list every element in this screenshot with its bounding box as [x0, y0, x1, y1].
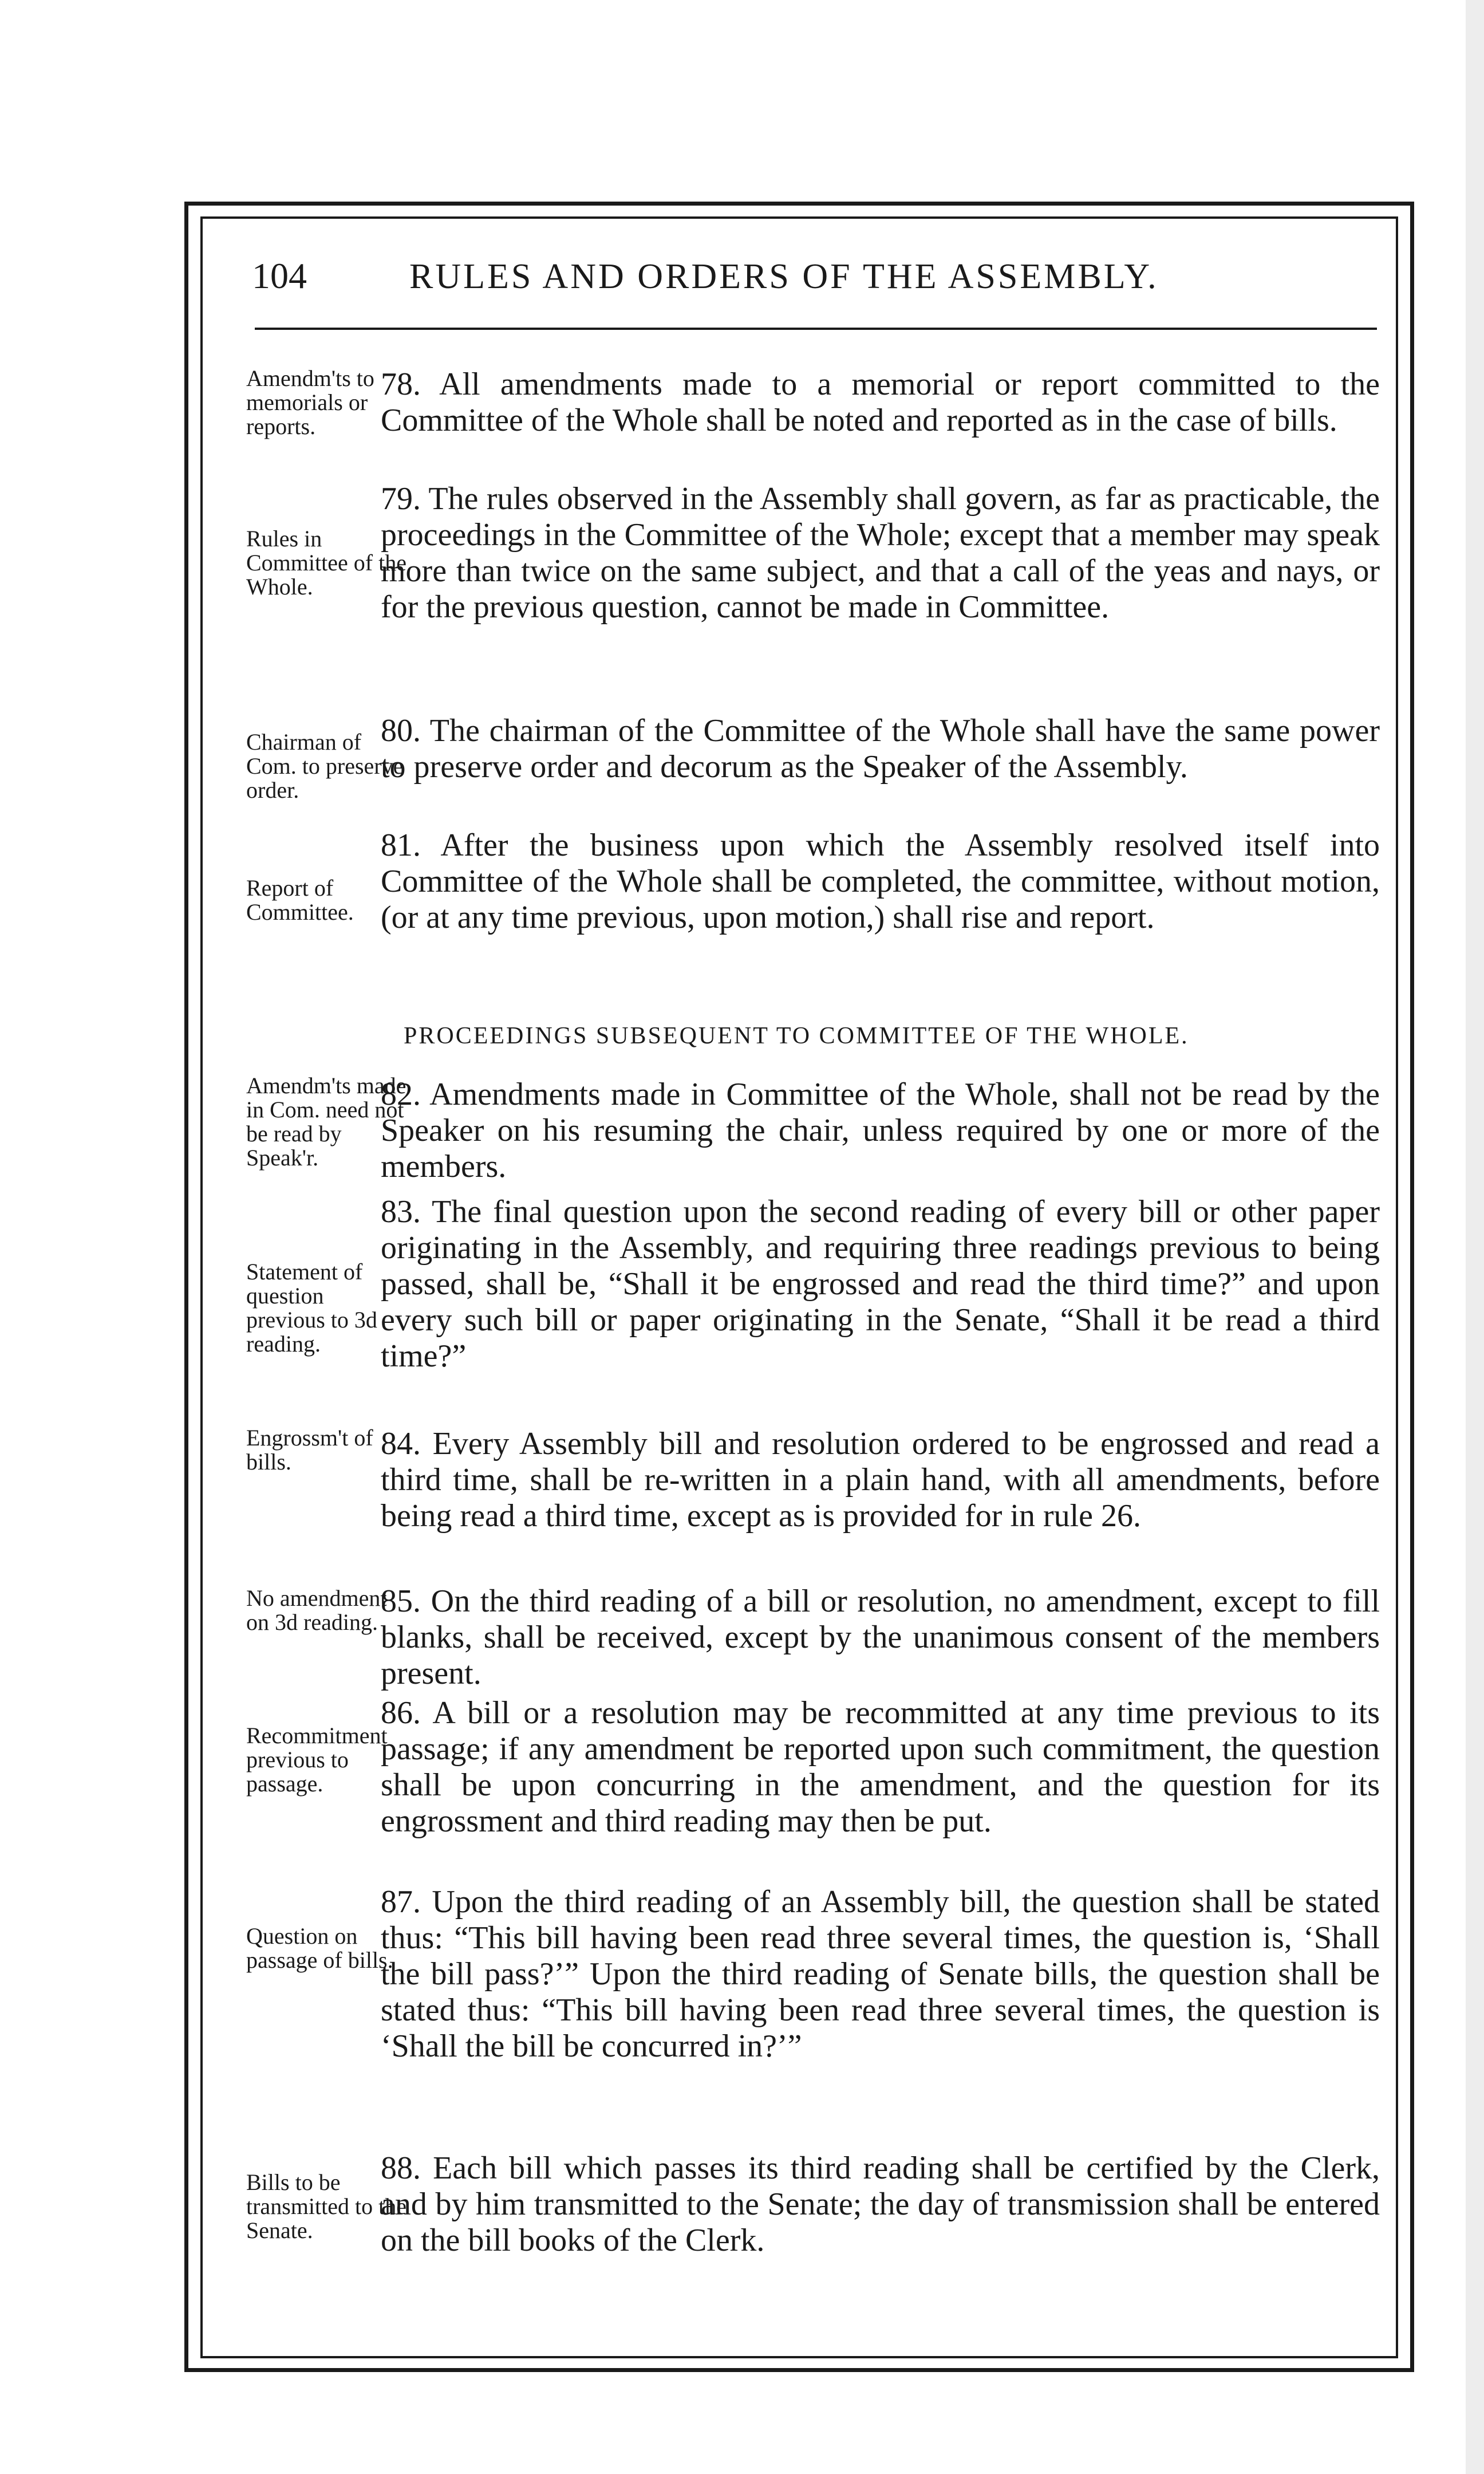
rule-85: 85. On the third reading of a bill or resolution, no amendment, except to fill blanks, shall be received, except by the unanimous consent of the members present.: [381, 1583, 1380, 1691]
rule-79: 79. The rules observed in the Assembly shall govern, as far as practicable, the proceedings in the Committee of the Whole; except that a member may speak more than twice on the same subject, and that a call of the yeas and nays, or for the previous question, cannot be made in Committee.: [381, 481, 1380, 625]
side-note-85: No amendment on 3d reading.: [246, 1585, 387, 1635]
side-note-78: Amendm'ts to memorials or reports.: [246, 365, 374, 439]
rule-87: 87. Upon the third reading of an Assembly bill, the question shall be stated thus: “This bill having been read three several times, the question is, ‘Shall the bill pass?’” Upon the third reading of Senate bills, the question shall be stated thus: “This bill having been read three several times, the question is ‘Shall the bill be concurred in?’”: [381, 1884, 1380, 2064]
rule-80: 80. The chairman of the Committee of the Whole shall have the same power to preserve order and decorum as the Speaker of the Assembly.: [381, 713, 1380, 785]
side-note-81: Report of Committee.: [246, 875, 354, 925]
side-note-88: Bills to be transmitted to the Senate.: [246, 2169, 406, 2243]
side-note-79: Rules in Committee of the Whole.: [246, 526, 406, 600]
rule-86: 86. A bill or a resolution may be recommitted at any time previous to its passage; if any amendment be reported upon such commitment, the question shall be upon concurring in the amendment, and the question for its engrossment and third reading may then be put.: [381, 1695, 1380, 1839]
running-title: RULES AND ORDERS OF THE ASSEMBLY.: [409, 257, 1159, 296]
page-number: 104: [252, 255, 307, 296]
side-note-83: Statement of question previous to 3d reading.: [246, 1259, 377, 1357]
rule-78: 78. All amendments made to a memorial or report committed to the Committee of the Whole shall be noted and reported as in the case of bills.: [381, 367, 1380, 438]
rule-83: 83. The final question upon the second reading of every bill or other paper originating in the Assembly, and requiring three readings previous to being passed, shall be, “Shall it be engrossed and read the third time?” and upon every such bill or paper originating in the Senate, “Shall it be read a third time?”: [381, 1194, 1380, 1374]
side-note-80: Chairman of Com. to preserve order.: [246, 729, 404, 803]
header-rule: [255, 328, 1377, 330]
side-note-87: Question on passage of bills.: [246, 1923, 393, 1973]
section-heading: PROCEEDINGS SUBSEQUENT TO COMMITTEE OF THE WHOLE.: [404, 1023, 1189, 1049]
side-note-84: Engrossm't of bills.: [246, 1425, 373, 1475]
side-note-86: Recommitment previous to passage.: [246, 1723, 388, 1797]
rule-84: 84. Every Assembly bill and resolution ordered to be engrossed and read a third time, shall be re-written in a plain hand, with all amendments, before being read a third time, except as is provided for in rule 26.: [381, 1426, 1380, 1534]
rule-88: 88. Each bill which passes its third reading shall be certified by the Clerk, and by him transmitted to the Senate; the day of transmission shall be entered on the bill books of the Clerk.: [381, 2150, 1380, 2258]
rule-82: 82. Amendments made in Committee of the Whole, shall not be read by the Speaker on his resuming the chair, unless required by one or more of the members.: [381, 1077, 1380, 1184]
rule-81: 81. After the business upon which the Assembly resolved itself into Committee of the Whole shall be completed, the committee, without motion, (or at any time previous, upon motion,) shall rise and report.: [381, 828, 1380, 935]
page-edge-shadow: [1466, 0, 1484, 2474]
side-note-82: Amendm'ts made in Com. need not be read by Speak'r.: [246, 1073, 406, 1171]
